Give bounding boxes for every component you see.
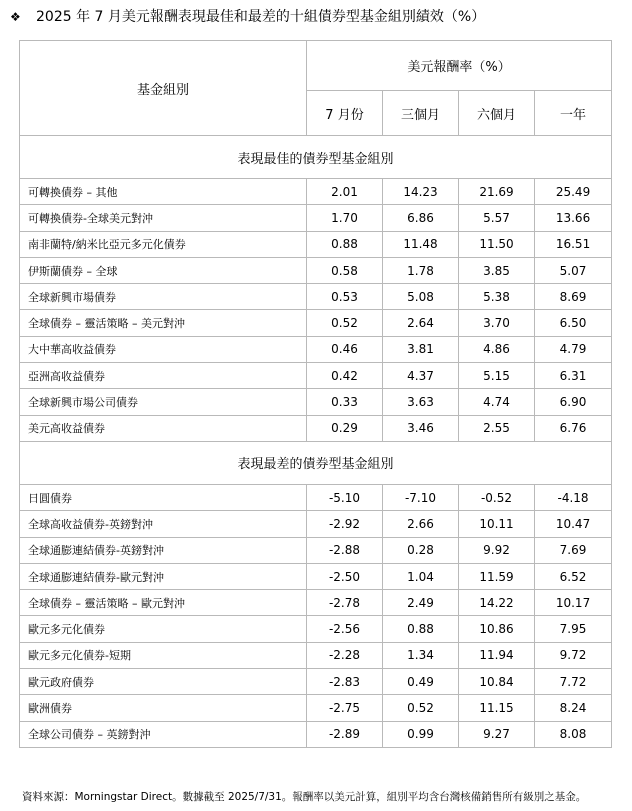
- return-value: 4.79: [535, 336, 612, 362]
- return-value: 5.15: [459, 363, 535, 389]
- period-header-1y: 一年: [535, 91, 612, 136]
- return-value: 0.88: [383, 616, 459, 642]
- table-row: [20, 205, 612, 231]
- fund-group-name: 全球通膨連結債券-英鎊對沖: [20, 537, 307, 563]
- return-value: -2.88: [307, 537, 383, 563]
- return-value: 8.69: [535, 284, 612, 310]
- return-value: 11.15: [459, 695, 535, 721]
- diamond-bullet-icon: ❖: [10, 10, 21, 24]
- table-row: [20, 642, 612, 668]
- return-value: 9.92: [459, 537, 535, 563]
- table-row: [20, 415, 612, 441]
- return-value: 5.08: [383, 284, 459, 310]
- period-header-6m: 六個月: [459, 91, 535, 136]
- return-value: 0.28: [383, 537, 459, 563]
- table-row: [20, 179, 612, 205]
- return-value: 4.37: [383, 363, 459, 389]
- return-value: 0.52: [383, 695, 459, 721]
- return-value: 6.86: [383, 205, 459, 231]
- return-value: 13.66: [535, 205, 612, 231]
- return-value: 2.66: [383, 511, 459, 537]
- return-value: -7.10: [383, 484, 459, 510]
- return-value: 6.90: [535, 389, 612, 415]
- return-value: 8.24: [535, 695, 612, 721]
- return-value: 3.85: [459, 257, 535, 283]
- table-row: [20, 484, 612, 510]
- return-value: 11.94: [459, 642, 535, 668]
- return-value: 21.69: [459, 179, 535, 205]
- table-row: [20, 336, 612, 362]
- return-value: 1.78: [383, 257, 459, 283]
- return-value: -4.18: [535, 484, 612, 510]
- return-value: 3.70: [459, 310, 535, 336]
- return-value: 7.72: [535, 669, 612, 695]
- fund-group-name: 美元高收益債券: [20, 415, 307, 441]
- page-title: [10, 6, 485, 28]
- return-value: -2.28: [307, 642, 383, 668]
- return-value: 4.86: [459, 336, 535, 362]
- table-row: [20, 389, 612, 415]
- return-value: 5.38: [459, 284, 535, 310]
- fund-group-name: 歐元政府債券: [20, 669, 307, 695]
- return-value: 11.48: [383, 231, 459, 257]
- period-header-1m: 7 月份: [307, 91, 383, 136]
- return-value: 25.49: [535, 179, 612, 205]
- title-text: 2025 年 7 月美元報酬表現最佳和最差的十組債券型基金組別績效（%）: [36, 9, 486, 25]
- return-value: 6.50: [535, 310, 612, 336]
- fund-group-name: 全球債券 – 靈活策略 – 歐元對沖: [20, 590, 307, 616]
- fund-group-name: 日圓債券: [20, 484, 307, 510]
- return-value: 1.34: [383, 642, 459, 668]
- return-value: -2.75: [307, 695, 383, 721]
- fund-group-name: 全球通膨連結債券-歐元對沖: [20, 563, 307, 589]
- return-value: 0.58: [307, 257, 383, 283]
- fund-group-name: 全球債券 – 靈活策略 – 美元對沖: [20, 310, 307, 336]
- return-value: -2.92: [307, 511, 383, 537]
- table-row: [20, 590, 612, 616]
- return-value: 14.22: [459, 590, 535, 616]
- return-value: 5.57: [459, 205, 535, 231]
- fund-group-name: 亞洲高收益債券: [20, 363, 307, 389]
- return-value: 8.08: [535, 721, 612, 747]
- return-value: 0.29: [307, 415, 383, 441]
- return-value: -2.83: [307, 669, 383, 695]
- fund-group-name: 全球新興市場公司債券: [20, 389, 307, 415]
- return-value: 2.64: [383, 310, 459, 336]
- table-row: [20, 511, 612, 537]
- table-row: [20, 257, 612, 283]
- return-value: 0.52: [307, 310, 383, 336]
- return-value: 0.88: [307, 231, 383, 257]
- return-value: 7.95: [535, 616, 612, 642]
- return-value: 9.27: [459, 721, 535, 747]
- fund-group-name: 全球新興市場債券: [20, 284, 307, 310]
- return-value: 11.50: [459, 231, 535, 257]
- return-value: 0.46: [307, 336, 383, 362]
- table-row: [20, 537, 612, 563]
- fund-group-name: 大中華高收益債券: [20, 336, 307, 362]
- worst-section-title: 表現最差的債券型基金組別: [20, 441, 612, 484]
- fund-group-name: 南非蘭特/納米比亞元多元化債券: [20, 231, 307, 257]
- return-value: 1.70: [307, 205, 383, 231]
- return-value: 10.17: [535, 590, 612, 616]
- fund-group-name: 歐元多元化債券: [20, 616, 307, 642]
- return-value: -5.10: [307, 484, 383, 510]
- fund-group-name: 伊斯蘭債券 – 全球: [20, 257, 307, 283]
- table-row: [20, 231, 612, 257]
- return-value: 7.69: [535, 537, 612, 563]
- table-row: [20, 310, 612, 336]
- period-header-3m: 三個月: [383, 91, 459, 136]
- return-value: 10.47: [535, 511, 612, 537]
- return-header: 美元報酬率（%）: [307, 41, 612, 91]
- return-value: 1.04: [383, 563, 459, 589]
- return-value: 0.99: [383, 721, 459, 747]
- fund-group-name: 全球高收益債券-英鎊對沖: [20, 511, 307, 537]
- table-row: [20, 695, 612, 721]
- return-value: 0.42: [307, 363, 383, 389]
- table-row: [20, 616, 612, 642]
- return-value: 10.84: [459, 669, 535, 695]
- table-row: [20, 563, 612, 589]
- return-value: 2.55: [459, 415, 535, 441]
- fund-group-name: 歐洲債券: [20, 695, 307, 721]
- group-header: 基金組別: [20, 41, 307, 136]
- return-value: 10.86: [459, 616, 535, 642]
- fund-group-name: 全球公司債券 – 英鎊對沖: [20, 721, 307, 747]
- return-value: 3.81: [383, 336, 459, 362]
- fund-performance-table: [19, 40, 612, 748]
- return-value: -0.52: [459, 484, 535, 510]
- return-value: 10.11: [459, 511, 535, 537]
- return-value: 0.53: [307, 284, 383, 310]
- return-value: 3.63: [383, 389, 459, 415]
- return-value: 0.33: [307, 389, 383, 415]
- return-value: 6.76: [535, 415, 612, 441]
- return-value: -2.89: [307, 721, 383, 747]
- table-row: [20, 669, 612, 695]
- return-value: 2.01: [307, 179, 383, 205]
- table-row: [20, 721, 612, 747]
- return-value: 0.49: [383, 669, 459, 695]
- return-value: 6.31: [535, 363, 612, 389]
- return-value: 6.52: [535, 563, 612, 589]
- return-value: 5.07: [535, 257, 612, 283]
- table-row: [20, 284, 612, 310]
- return-value: 9.72: [535, 642, 612, 668]
- table-row: [20, 363, 612, 389]
- return-value: -2.78: [307, 590, 383, 616]
- return-value: 4.74: [459, 389, 535, 415]
- return-value: -2.50: [307, 563, 383, 589]
- return-value: 2.49: [383, 590, 459, 616]
- return-value: 14.23: [383, 179, 459, 205]
- fund-group-name: 歐元多元化債券-短期: [20, 642, 307, 668]
- source-footnote: 資料來源：Morningstar Direct。數據截至 2025/7/31。報酬率以美元計算，組別平均含台灣核備銷售所有級別之基金。: [22, 791, 587, 803]
- fund-group-name: 可轉換債券 – 其他: [20, 179, 307, 205]
- return-value: 16.51: [535, 231, 612, 257]
- best-section-title: 表現最佳的債券型基金組別: [20, 136, 612, 179]
- return-value: -2.56: [307, 616, 383, 642]
- fund-group-name: 可轉換債券-全球美元對沖: [20, 205, 307, 231]
- return-value: 11.59: [459, 563, 535, 589]
- return-value: 3.46: [383, 415, 459, 441]
